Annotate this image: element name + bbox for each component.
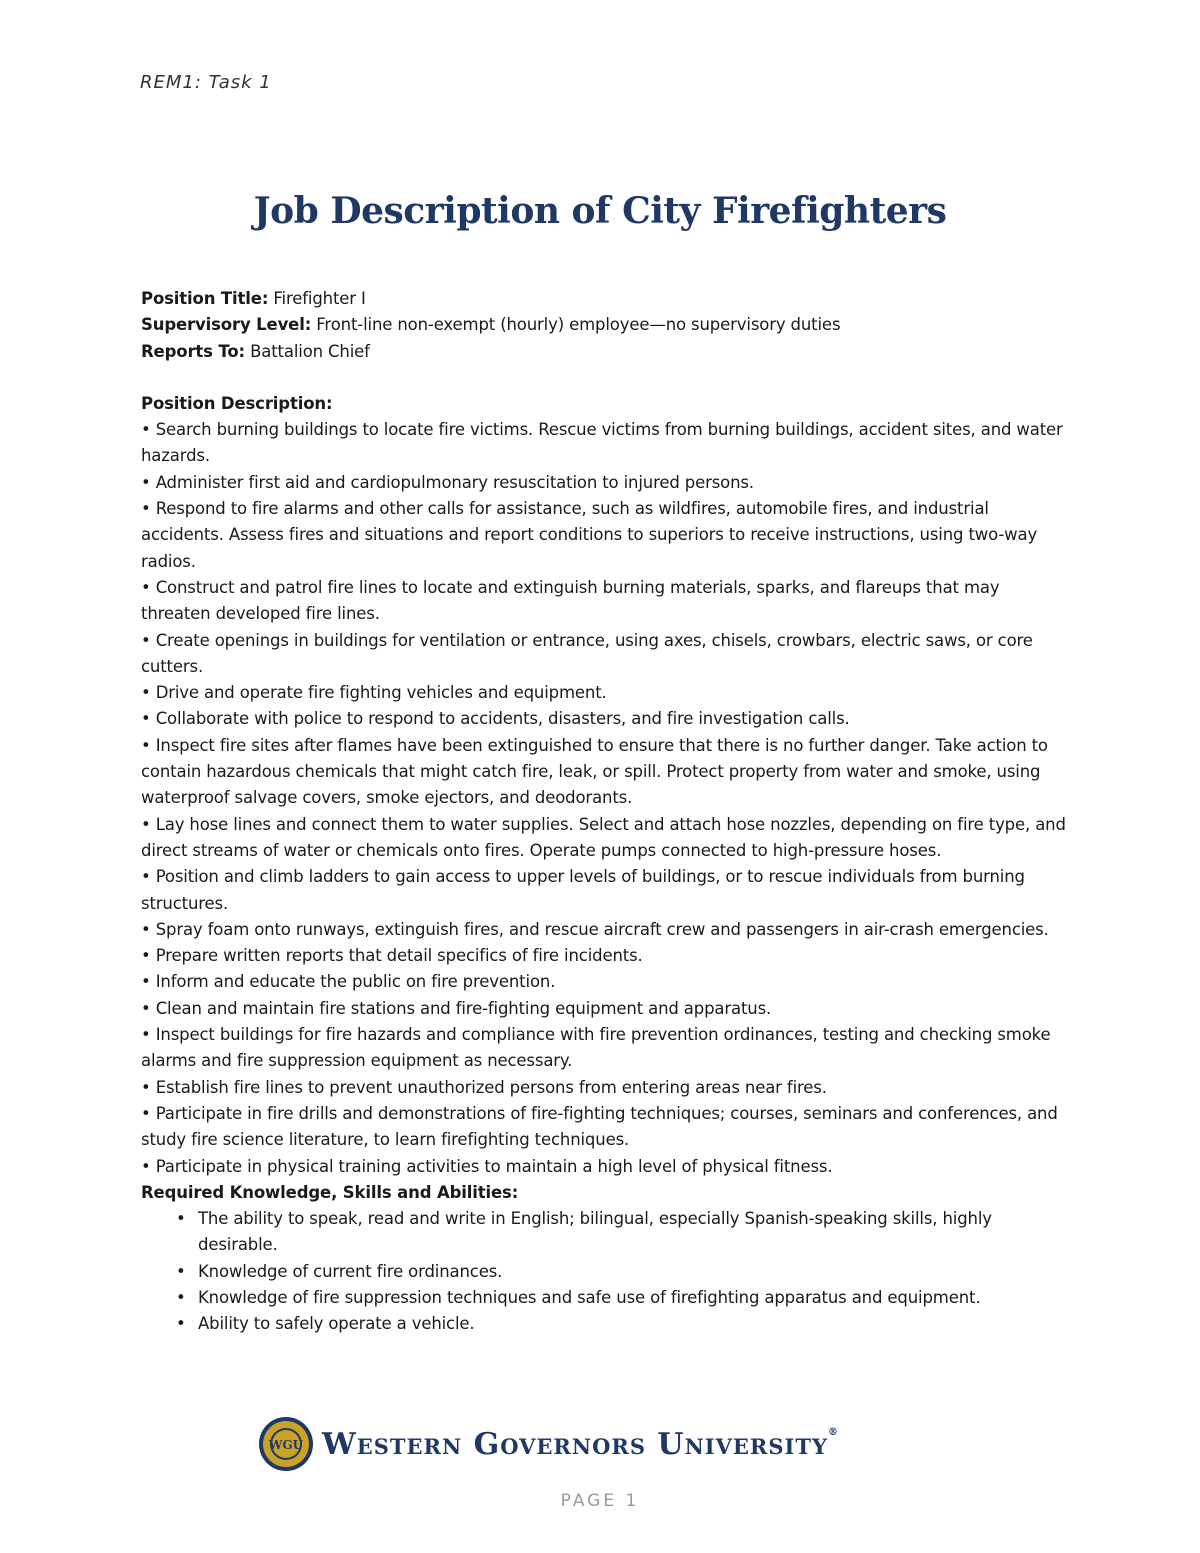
duty-item: • Participate in fire drills and demonstrations of fire-fighting techniques; courses, seminars and conferences, and study fire science literature, to learn firefighting techniques. <box>141 1101 1071 1154</box>
trademark-symbol: ® <box>827 1426 839 1438</box>
duty-item: • Participate in physical training activities to maintain a high level of physical fitness. <box>141 1154 1071 1180</box>
duty-item: • Respond to fire alarms and other calls for assistance, such as wildfires, automobile fires, and industrial accidents. Assess fires and situations and report conditions to superiors to receive instructions, using two-way radios. <box>141 496 1071 575</box>
duty-item: • Drive and operate fire fighting vehicles and equipment. <box>141 680 1071 706</box>
position-title-value: Firefighter I <box>273 289 366 308</box>
duty-item: • Position and climb ladders to gain access to upper levels of buildings, or to rescue individuals from burning structures. <box>141 864 1071 917</box>
requirements-heading <box>141 1180 1071 1206</box>
page-title: Job Description of City Firefighters <box>253 190 947 232</box>
duty-item: • Establish fire lines to prevent unauthorized persons from entering areas near fires. <box>141 1075 1071 1101</box>
wgu-logo <box>258 1414 918 1474</box>
header-task-label: REM1: Task 1 <box>140 72 272 93</box>
requirement-item: • Ability to safely operate a vehicle. <box>173 1311 1071 1337</box>
wgu-seal-icon <box>258 1416 314 1472</box>
position-title-line <box>141 286 1071 312</box>
duty-item: • Collaborate with police to respond to accidents, disasters, and fire investigation calls. <box>141 706 1071 732</box>
duty-item: • Inspect fire sites after flames have been extinguished to ensure that there is no further danger. Take action to contain hazardous chemicals that might catch fire, leak, or spill. Protect property from water and smoke, using waterproof salvage covers, smoke ejectors, and deodorants. <box>141 733 1071 812</box>
page-number: PAGE 1 <box>560 1491 640 1511</box>
reports-to-line <box>141 339 1071 365</box>
requirements-list <box>141 1206 1071 1337</box>
requirement-item: • Knowledge of current fire ordinances. <box>173 1259 1071 1285</box>
position-title-label: Position Title: <box>141 289 269 308</box>
duty-item: • Clean and maintain fire stations and fire-fighting equipment and apparatus. <box>141 996 1071 1022</box>
position-description-heading-text: Position Description: <box>141 393 333 413</box>
reports-to-value: Battalion Chief <box>250 341 370 361</box>
reports-to-label: Reports To: <box>141 341 245 361</box>
position-description-heading <box>141 391 1071 417</box>
supervisory-level-line <box>141 312 1071 338</box>
duty-item: • Inform and educate the public on fire prevention. <box>141 969 1071 995</box>
spacer <box>141 365 1071 391</box>
wgu-wordmark <box>322 1427 839 1462</box>
duty-item: • Inspect buildings for fire hazards and compliance with fire prevention ordinances, testing and checking smoke alarms and fire suppression equipment as necessary. <box>141 1022 1071 1075</box>
requirement-item: • Knowledge of fire suppression techniques and safe use of firefighting apparatus and equipment. <box>173 1285 1071 1311</box>
duty-item: • Prepare written reports that detail specifics of fire incidents. <box>141 943 1071 969</box>
duty-item: • Lay hose lines and connect them to water supplies. Select and attach hose nozzles, depending on fire type, and direct streams of water or chemicals onto fires. Operate pumps connected to high-pressure hoses. <box>141 812 1071 865</box>
duties-list <box>141 417 1071 1180</box>
duty-item: • Create openings in buildings for ventilation or entrance, using axes, chisels, crowbars, electric saws, or core cutters. <box>141 628 1071 681</box>
duty-item: • Construct and patrol fire lines to locate and extinguish burning materials, sparks, and flareups that may threaten developed fire lines. <box>141 575 1071 628</box>
duty-item: • Administer first aid and cardiopulmonary resuscitation to injured persons. <box>141 470 1071 496</box>
supervisory-level-value: Front-line non-exempt (hourly) employee—no supervisory duties <box>316 315 841 335</box>
duty-item: • Search burning buildings to locate fire victims. Rescue victims from burning buildings, accident sites, and water hazards. <box>141 417 1071 470</box>
duty-item: • Spray foam onto runways, extinguish fires, and rescue aircraft crew and passengers in air-crash emergencies. <box>141 917 1071 943</box>
document-body <box>141 286 1071 1338</box>
requirement-item: • The ability to speak, read and write in English; bilingual, especially Spanish-speaking skills, highly desirable. <box>173 1206 1071 1259</box>
supervisory-level-label: Supervisory Level: <box>141 315 312 335</box>
wgu-wordmark-text: Western Governors University <box>322 1426 828 1462</box>
requirements-heading-text: Required Knowledge, Skills and Abilities: <box>141 1182 519 1202</box>
seal-text: WGU <box>268 1438 304 1452</box>
